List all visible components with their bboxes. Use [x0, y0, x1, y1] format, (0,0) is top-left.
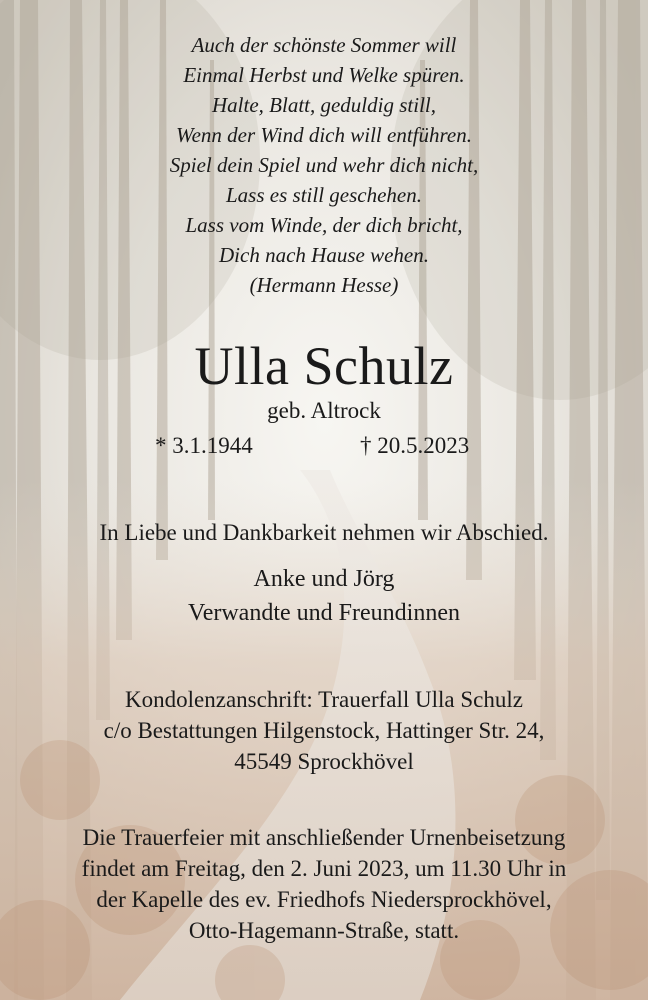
mourner-line: Verwandte und Freundinnen: [188, 600, 460, 626]
poem-line: Dich nach Hause wehen.: [219, 243, 429, 267]
poem-line: Auch der schönste Sommer will: [191, 33, 457, 57]
deceased-name: Ulla Schulz: [194, 336, 454, 396]
condolence-address: [0, 684, 648, 777]
poem-line: Wenn der Wind dich will entführen.: [176, 123, 472, 147]
ceremony-line: Otto-Hagemann-Straße, statt.: [188, 918, 460, 943]
poem-line: Halte, Blatt, geduldig still,: [212, 93, 436, 117]
ceremony-line: der Kapelle des ev. Friedhofs Niedersprockhövel,: [96, 887, 552, 912]
poem-stanza-2: [0, 150, 648, 300]
death-date: † 20.5.2023: [360, 433, 470, 458]
poem-line: Spiel dein Spiel und wehr dich nicht,: [169, 153, 479, 177]
ceremony-line: findet am Freitag, den 2. Juni 2023, um 11.30 Uhr in: [81, 856, 567, 881]
mourner-line: Anke und Jörg: [253, 566, 395, 592]
mourners: [0, 562, 648, 630]
poem-line: Lass es still geschehen.: [226, 183, 422, 207]
maiden-name: geb. Altrock: [267, 398, 381, 423]
condolence-line: Kondolenzanschrift: Trauerfall Ulla Schulz: [125, 687, 523, 712]
birth-date: * 3.1.1944: [155, 433, 253, 458]
ceremony-info: [0, 822, 648, 946]
poem-line: Einmal Herbst und Welke spüren.: [183, 63, 465, 87]
condolence-line: 45549 Sprockhövel: [234, 749, 414, 774]
condolence-line: c/o Bestattungen Hilgenstock, Hattinger Str. 24,: [103, 718, 545, 743]
poem-author: (Hermann Hesse): [249, 273, 399, 297]
farewell-text: In Liebe und Dankbarkeit nehmen wir Abschied.: [99, 520, 549, 545]
ceremony-line: Die Trauerfeier mit anschließender Urnenbeisetzung: [82, 825, 566, 850]
poem-line: Lass vom Winde, der dich bricht,: [185, 213, 463, 237]
poem-stanza-1: [0, 30, 648, 150]
